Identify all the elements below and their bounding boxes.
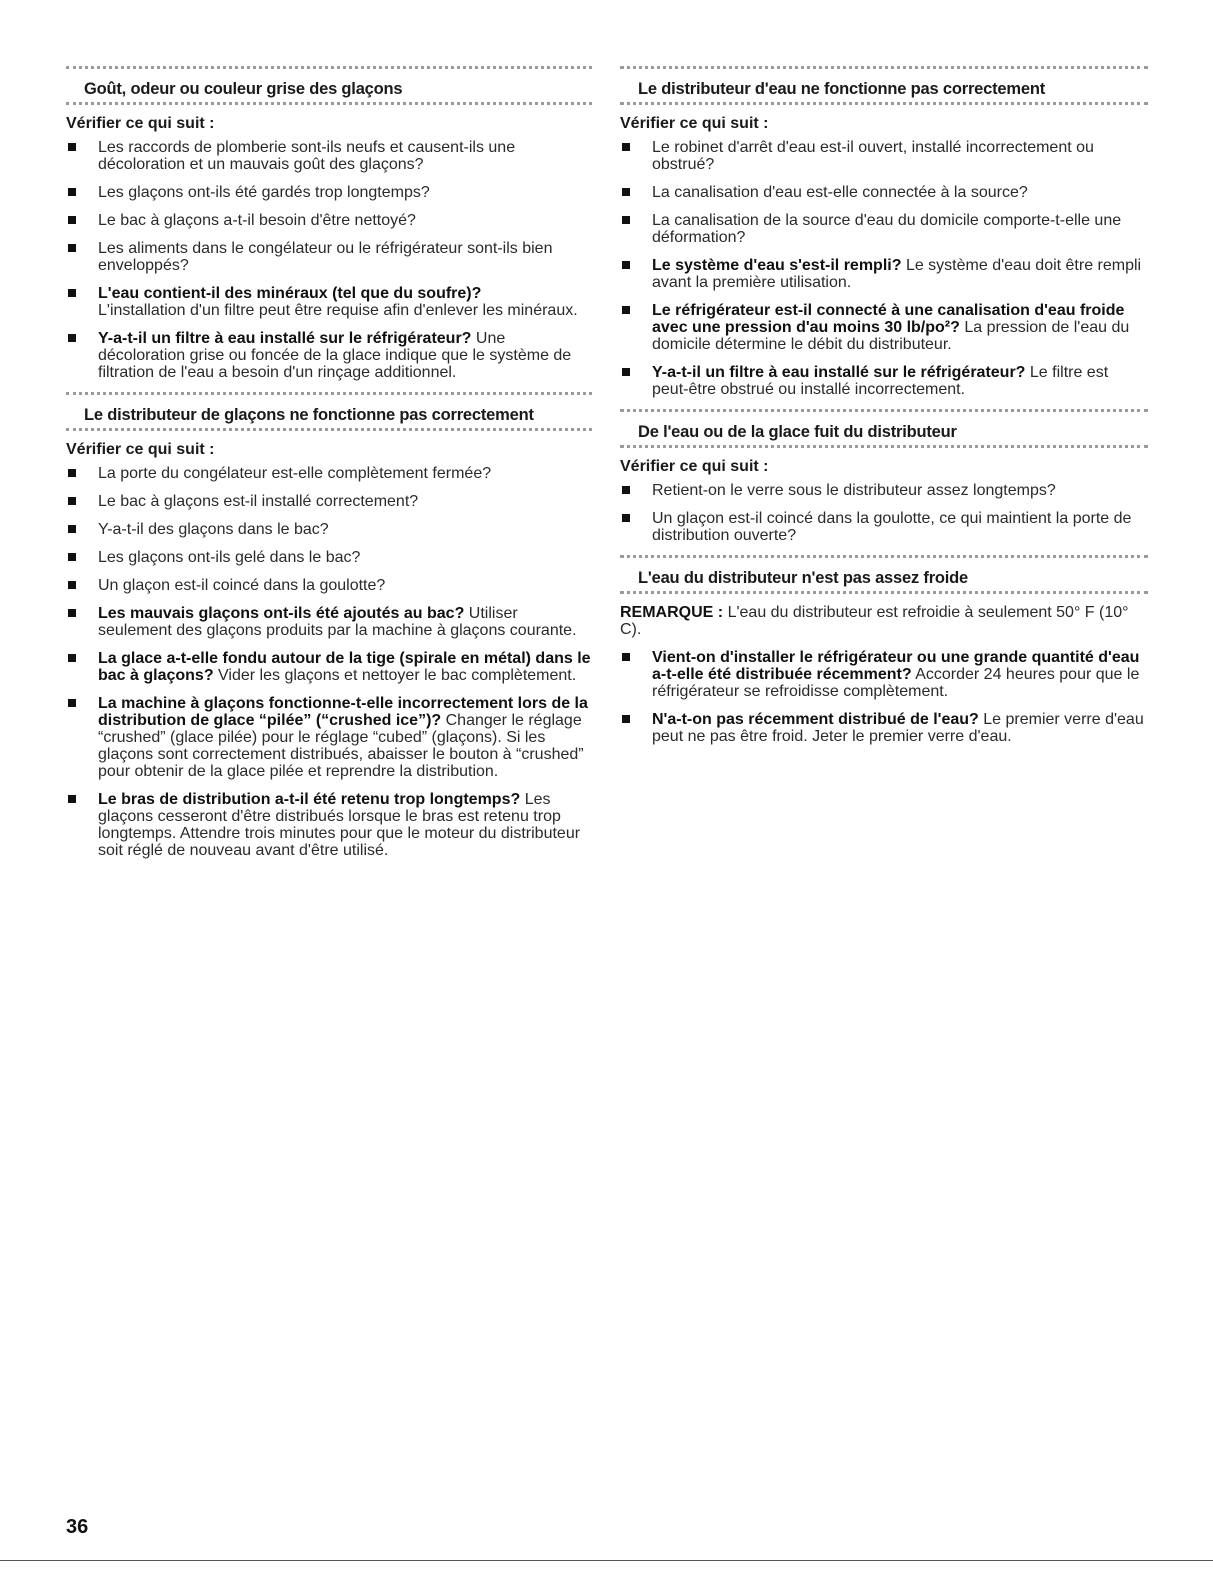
list-item	[620, 711, 1148, 745]
item-text: Le premier verre d'eau peut ne pas être froid. Jeter le premier verre d'eau.	[652, 711, 1144, 745]
note-text: L'eau du distributeur est refroidie à seulement 50° F (10° C).	[620, 604, 1129, 638]
item-text: Changer le réglage “crushed” (glace pilée) pour le réglage “cubed” (glaçons). Si les glaçons sont correctement distribués, abaisser le bouton à “crushed” pour obtenir de la glace pilée et reprendre la distribution.	[98, 712, 584, 780]
list-item	[620, 257, 1148, 291]
list-item	[620, 302, 1148, 353]
bullet-icon	[68, 497, 76, 505]
page-number: 36	[66, 1516, 89, 1538]
list-item	[66, 285, 592, 319]
item-text: La pression de l'eau du domicile détermine le débit du distributeur.	[652, 319, 1130, 353]
item-text: La porte du congélateur est-elle complètement fermée?	[98, 465, 492, 482]
bullet-icon	[68, 334, 76, 342]
bullet-icon	[622, 188, 630, 196]
bullet-icon	[68, 553, 76, 561]
check-list	[66, 139, 592, 381]
item-text: Utiliser seulement des glaçons produits par la machine à glaçons courante.	[98, 605, 577, 639]
bullet-icon	[622, 261, 630, 269]
check-heading: Vérifier ce qui suit :	[620, 115, 769, 132]
section-water-temp	[620, 555, 1148, 745]
item-question: Le réfrigérateur est-il connecté à une canalisation d'eau froide avec une pression d'au moins 30 lb/po²?	[652, 302, 1125, 336]
item-text: Le filtre est peut-être obstrué ou installé incorrectement.	[652, 364, 1109, 398]
item-text: Un glaçon est-il coincé dans la goulotte, ce qui maintient la porte de distribution ouverte?	[652, 510, 1132, 544]
bullet-icon	[622, 514, 630, 522]
item-text: Retient-on le verre sous le distributeur assez longtemps?	[652, 482, 1056, 499]
bullet-icon	[68, 525, 76, 533]
bullet-icon	[68, 654, 76, 662]
list-item	[66, 521, 592, 538]
section-title: Le distributeur d'eau ne fonctionne pas correctement	[620, 66, 1148, 105]
item-text: Les glaçons ont-ils gelé dans le bac?	[98, 549, 361, 566]
list-item	[620, 510, 1148, 544]
right-column	[620, 66, 1148, 756]
item-text: Les glaçons cesseront d'être distribués lorsque le bras est retenu trop longtemps. Attendre trois minutes pour que le moteur du distributeur soit réglé de nouveau avant d'être utilisé.	[98, 791, 581, 859]
check-list	[620, 649, 1148, 745]
section-ice-dispenser	[66, 392, 592, 859]
item-text: Y-a-t-il des glaçons dans le bac?	[98, 521, 329, 538]
list-item	[66, 493, 592, 510]
check-heading: Vérifier ce qui suit :	[66, 115, 215, 132]
bullet-icon	[622, 216, 630, 224]
note-paragraph	[620, 604, 1148, 638]
list-item	[66, 605, 592, 639]
check-heading: Vérifier ce qui suit :	[620, 458, 769, 475]
item-text: Vider les glaçons et nettoyer le bac complètement.	[218, 667, 577, 684]
bullet-icon	[622, 653, 630, 661]
bullet-icon	[68, 216, 76, 224]
item-question: N'a-t-on pas récemment distribué de l'eau?	[652, 711, 979, 728]
list-item	[66, 465, 592, 482]
section-title: De l'eau ou de la glace fuit du distributeur	[620, 409, 1148, 448]
item-question: La machine à glaçons fonctionne-t-elle incorrectement lors de la distribution de glace “pilée” (“crushed ice”)?	[98, 695, 588, 729]
section-title: Goût, odeur ou couleur grise des glaçons	[66, 66, 592, 105]
item-text: Une décoloration grise ou foncée de la glace indique que le système de filtration de l'eau a besoin d'un rinçage additionnel.	[98, 330, 572, 381]
bullet-icon	[68, 581, 76, 589]
list-item	[66, 695, 592, 780]
item-question: Y-a-t-il un filtre à eau installé sur le réfrigérateur?	[98, 330, 472, 347]
bullet-icon	[68, 609, 76, 617]
section-title: L'eau du distributeur n'est pas assez froide	[620, 555, 1148, 594]
bullet-icon	[68, 699, 76, 707]
item-question: L'eau contient-il des minéraux (tel que du soufre)?	[98, 285, 482, 302]
check-list	[620, 482, 1148, 544]
bullet-icon	[68, 469, 76, 477]
bullet-icon	[68, 143, 76, 151]
item-text: Les glaçons ont-ils été gardés trop longtemps?	[98, 184, 430, 201]
item-question: Le système d'eau s'est-il rempli?	[652, 257, 902, 274]
item-text: L'installation d'un filtre peut être requise afin d'enlever les minéraux.	[98, 302, 578, 319]
item-text: Les aliments dans le congélateur ou le réfrigérateur sont-ils bien enveloppés?	[98, 240, 553, 274]
list-item	[620, 184, 1148, 201]
section-leak	[620, 409, 1148, 544]
check-list	[620, 139, 1148, 398]
list-item	[620, 649, 1148, 700]
bullet-icon	[68, 795, 76, 803]
list-item	[620, 364, 1148, 398]
check-heading: Vérifier ce qui suit :	[66, 441, 215, 458]
bullet-icon	[622, 368, 630, 376]
list-item	[66, 139, 592, 173]
item-text: Le système d'eau doit être rempli avant la première utilisation.	[652, 257, 1142, 291]
section-ice-taste	[66, 66, 592, 381]
section-title: Le distributeur de glaçons ne fonctionne pas correctement	[66, 392, 592, 431]
section-water-dispenser	[620, 66, 1148, 398]
bullet-icon	[622, 306, 630, 314]
list-item	[66, 330, 592, 381]
item-text: Un glaçon est-il coincé dans la goulotte?	[98, 577, 386, 594]
footer-rule	[0, 1560, 1213, 1561]
list-item	[66, 650, 592, 684]
item-text: Le bac à glaçons a-t-il besoin d'être nettoyé?	[98, 212, 416, 229]
list-item	[66, 184, 592, 201]
bullet-icon	[68, 244, 76, 252]
bullet-icon	[622, 486, 630, 494]
item-question: Vient-on d'installer le réfrigérateur ou une grande quantité d'eau a-t-elle été distribuée récemment?	[652, 649, 1140, 683]
bullet-icon	[622, 143, 630, 151]
list-item	[66, 791, 592, 859]
list-item	[620, 139, 1148, 173]
bullet-icon	[68, 289, 76, 297]
item-text: Le bac à glaçons est-il installé correctement?	[98, 493, 419, 510]
list-item	[66, 549, 592, 566]
item-question: La glace a-t-elle fondu autour de la tige (spirale en métal) dans le bac à glaçons?	[98, 650, 591, 684]
item-text: Les raccords de plomberie sont-ils neufs et causent-ils une décoloration et un mauvais goût des glaçons?	[98, 139, 516, 173]
list-item	[620, 212, 1148, 246]
item-question: Y-a-t-il un filtre à eau installé sur le réfrigérateur?	[652, 364, 1026, 381]
check-list	[66, 465, 592, 859]
list-item	[66, 577, 592, 594]
item-question: Les mauvais glaçons ont-ils été ajoutés au bac?	[98, 605, 465, 622]
bullet-icon	[68, 188, 76, 196]
item-text: Accorder 24 heures pour que le réfrigérateur se refroidisse complètement.	[652, 666, 1140, 700]
note-label: REMARQUE :	[620, 604, 724, 621]
list-item	[66, 240, 592, 274]
list-item	[620, 482, 1148, 499]
item-text: La canalisation de la source d'eau du domicile comporte-t-elle une déformation?	[652, 212, 1122, 246]
bullet-icon	[622, 715, 630, 723]
list-item	[66, 212, 592, 229]
item-question: Le bras de distribution a-t-il été retenu trop longtemps?	[98, 791, 521, 808]
item-text: Le robinet d'arrêt d'eau est-il ouvert, installé incorrectement ou obstrué?	[652, 139, 1094, 173]
left-column	[66, 66, 592, 870]
item-text: La canalisation d'eau est-elle connectée à la source?	[652, 184, 1028, 201]
